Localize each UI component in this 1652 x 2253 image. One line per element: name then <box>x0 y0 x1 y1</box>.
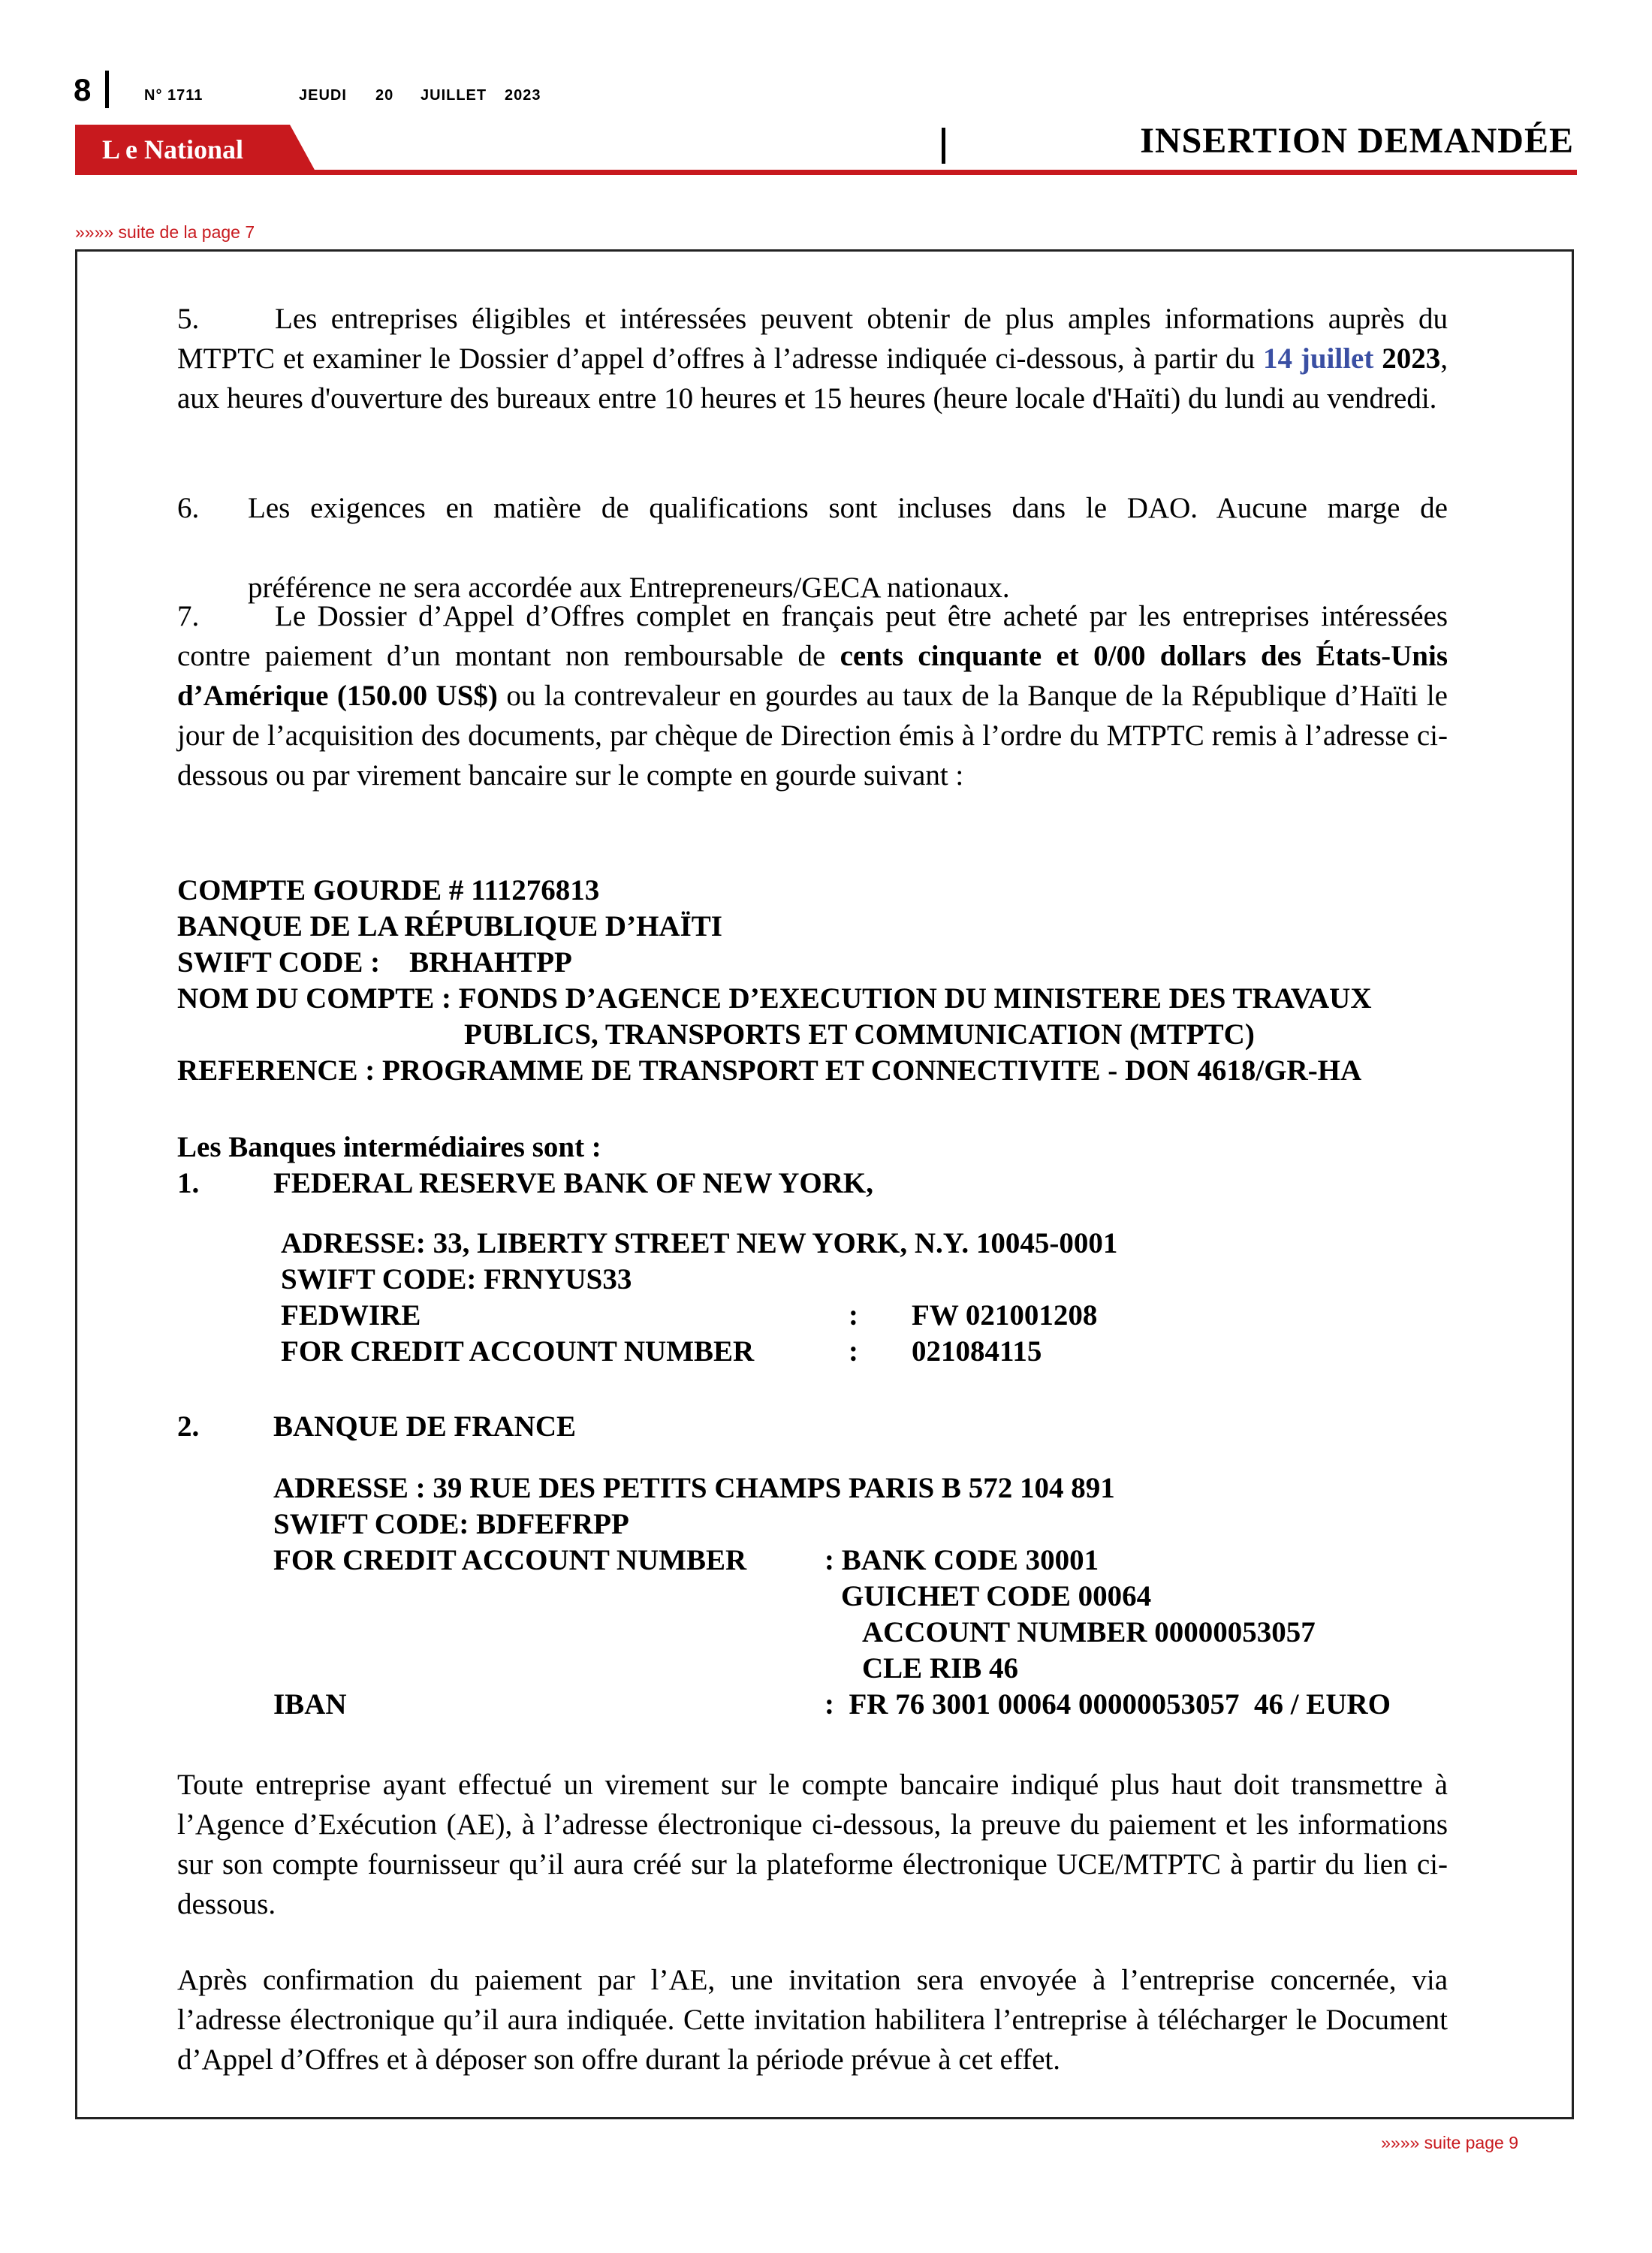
bank-1-fedwire-separator: : <box>849 1299 858 1332</box>
bank-1-credit-label: FOR CREDIT ACCOUNT NUMBER <box>281 1335 755 1368</box>
paragraph-text: ou la contrevaleur en gourdes au taux de la Banque de la République d’Haïti le jour de l’acquisition des documents, par chèque de Direction émis à l’ordre du MTPTC remis à l’adresse ci-dessous ou par virement bancaire sur le compte en gourde suivant : <box>177 680 1448 792</box>
bank-1-name: FEDERAL RESERVE BANK OF NEW YORK, <box>273 1167 873 1199</box>
bank-2-credit-label: FOR CREDIT ACCOUNT NUMBER <box>273 1544 747 1576</box>
header-divider <box>105 71 109 108</box>
bank-2-cle-rib: CLE RIB 46 <box>862 1652 1019 1684</box>
bank-1-credit-separator: : <box>849 1335 858 1368</box>
bank-2-swift: SWIFT CODE: BDFEFRPP <box>273 1508 629 1540</box>
account-details <box>177 873 1372 1089</box>
bank-2-address: ADRESSE : 39 RUE DES PETITS CHAMPS PARIS B 572 104 891 <box>273 1472 1115 1504</box>
brand-name: L e National <box>102 134 244 164</box>
paragraph-number: 5. <box>177 303 200 335</box>
swift-code: SWIFT CODE : BRHAHTPP <box>177 946 572 979</box>
issue-day: JEUDI <box>299 87 347 104</box>
bank-2-number: 2. <box>177 1410 200 1443</box>
account-reference: REFERENCE : PROGRAMME DE TRANSPORT ET CONNECTIVITE - DON 4618/GR-HA <box>177 1054 1362 1087</box>
paragraph-7 <box>177 596 1448 795</box>
paragraph-6 <box>177 488 1448 608</box>
bank-2-guichet-code: GUICHET CODE 00064 <box>841 1580 1152 1612</box>
paragraph-transfer <box>177 1765 1448 1924</box>
year-bold: 2023 <box>1373 342 1441 375</box>
issue-number: N° 1711 <box>144 87 203 104</box>
account-name-continued: PUBLICS, TRANSPORTS ET COMMUNICATION (MTPTC) <box>464 1018 1255 1051</box>
issue-date-number: 20 <box>375 87 394 104</box>
paragraph-confirmation <box>177 1960 1448 2080</box>
continued-from: »»»» suite de la page 7 <box>75 222 255 242</box>
bank-1-fedwire-label: FEDWIRE <box>281 1299 421 1332</box>
paragraph-number: 7. <box>177 600 200 632</box>
bank-1-fedwire-value: FW 021001208 <box>912 1299 1098 1332</box>
account-name: NOM DU COMPTE : FONDS D’AGENCE D’EXECUTION DU MINISTERE DES TRAVAUX <box>177 982 1372 1015</box>
date-highlight: 14 juillet <box>1262 342 1374 375</box>
paragraph-text: , aux heures d'ouverture des bureaux entre 10 heures et 15 heures (heure locale d'Haïti) du lundi au vendredi. <box>177 342 1449 415</box>
bank-2-bank-code: : BANK CODE 30001 <box>824 1544 1099 1576</box>
paragraph-text: Le Dossier d’Appel d’Offres complet en français peut être acheté par les entreprises intéressées contre paiement d’un montant non remboursable de <box>177 600 1448 672</box>
header-mid-divider <box>942 128 945 164</box>
amount-bold: cents cinquante et 0/00 dollars des États-Unis d’Amérique (150.00 US$) <box>177 640 1449 712</box>
header-rule <box>75 170 1577 175</box>
bank-2-account-number: ACCOUNT NUMBER 00000053057 <box>862 1616 1316 1648</box>
paragraph-text: Après confirmation du paiement par l’AE, une invitation sera envoyée à l’entreprise concernée, via l’adresse électronique qu’il aura indiquée. Cette invitation habilitera l’entreprise à télécharger le Document d’Appel d’Offres et à déposer son offre durant la période prévue à cet effet. <box>177 1964 1448 2076</box>
paragraph-text: préférence ne sera accordée aux Entrepreneurs/GECA nationaux. <box>248 572 1010 604</box>
page-number: 8 <box>74 72 92 107</box>
paragraph-5 <box>177 299 1448 418</box>
bank-2-iban-value: : FR 76 3001 00064 00000053057 46 / EURO <box>824 1688 1391 1721</box>
bank-2-iban-label: IBAN <box>273 1688 347 1721</box>
continued-to: »»»» suite page 9 <box>1381 2133 1518 2152</box>
paragraph-text: Les exigences en matière de qualifications sont incluses dans le DAO. Aucune marge de <box>248 492 1448 524</box>
issue-year: 2023 <box>505 87 541 104</box>
account-number: COMPTE GOURDE # 111276813 <box>177 874 600 906</box>
bank-1-number: 1. <box>177 1167 200 1199</box>
issue-month: JUILLET <box>421 87 487 104</box>
bank-1-credit-value: 021084115 <box>912 1335 1042 1368</box>
section-title: INSERTION DEMANDÉE <box>1140 121 1574 161</box>
bank-1-address: ADRESSE: 33, LIBERTY STREET NEW YORK, N.Y. 10045-0001 <box>281 1227 1118 1259</box>
paragraph-number: 6. <box>177 492 200 524</box>
intermediaries-title: Les Banques intermédiaires sont : <box>177 1131 601 1163</box>
brand-banner <box>75 125 315 171</box>
paragraph-text: Toute entreprise ayant effectué un virement sur le compte bancaire indiqué plus haut doit transmettre à l’Agence d’Exécution (AE), à l’adresse électronique ci-dessous, la preuve du paiement et les informations sur son compte fournisseur qu’il aura créé sur la plateforme électronique UCE/MTPTC à partir du lien ci-dessous. <box>177 1769 1448 1920</box>
paragraph-text: Les entreprises éligibles et intéressées peuvent obtenir de plus amples informations auprès du MTPTC et examiner le Dossier d’appel d’offres à l’adresse indiquée ci-dessous, à partir du <box>177 303 1448 375</box>
bank-2-name: BANQUE DE FRANCE <box>273 1410 577 1443</box>
bank-name: BANQUE DE LA RÉPUBLIQUE D’HAÏTI <box>177 910 722 943</box>
bank-1-swift: SWIFT CODE: FRNYUS33 <box>281 1263 632 1295</box>
